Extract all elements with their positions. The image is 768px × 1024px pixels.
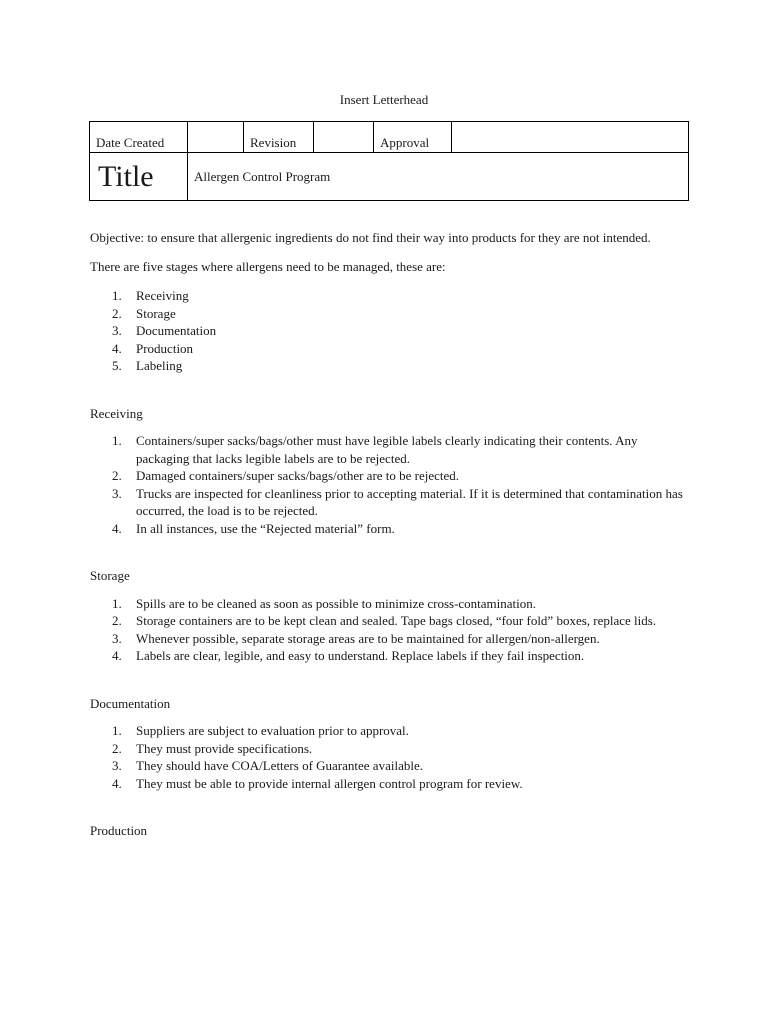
list-item: Trucks are inspected for cleanliness prior to accepting material. If it is determined that contamination has occurred, the load is to be rejected.: [136, 485, 683, 518]
intro-text: There are five stages where allergens need to be managed, these are:: [90, 258, 446, 274]
date-created-label: Date Created: [90, 122, 188, 153]
list-item: Labels are clear, legible, and easy to understand. Replace labels if they fail inspection.: [136, 648, 585, 663]
receiving-list: [90, 432, 690, 537]
list-item: Production: [136, 340, 194, 356]
list-item: In all instances, use the “Rejected material” form.: [136, 520, 395, 536]
revision-value: [314, 122, 374, 153]
list-item: They should have COA/Letters of Guarantee available.: [136, 758, 423, 773]
revision-label: Revision: [244, 122, 314, 153]
header-table: [89, 121, 689, 201]
approval-value: [452, 122, 689, 153]
date-created-value: [188, 122, 244, 153]
list-item: Whenever possible, separate storage areas are to be maintained for allergen/non-allergen.: [136, 630, 600, 646]
section-title-receiving: Receiving: [90, 405, 143, 421]
document-body: [90, 229, 690, 850]
storage-list: [90, 595, 690, 665]
list-item: Receiving: [136, 288, 189, 303]
approval-label: Approval: [374, 122, 452, 153]
section-title-documentation: Documentation: [90, 695, 171, 711]
list-item: Suppliers are subject to evaluation prior to approval.: [136, 723, 409, 738]
section-title-production: Production: [90, 823, 148, 838]
list-item: They must provide specifications.: [136, 740, 313, 756]
title-label: Title: [90, 153, 188, 201]
title-value: Allergen Control Program: [188, 153, 689, 201]
list-item: Documentation: [136, 323, 217, 338]
list-item: They must be able to provide internal allergen control program for review.: [136, 775, 523, 791]
objective-text: Objective: to ensure that allergenic ingredients do not find their way into products for they are not intended.: [90, 230, 651, 245]
list-item: Containers/super sacks/bags/other must have legible labels clearly indicating their contents. Any packaging that lacks legible labels are to be rejected.: [136, 433, 638, 466]
list-item: Labeling: [136, 358, 183, 373]
list-item: Damaged containers/super sacks/bags/other are to be rejected.: [136, 468, 460, 483]
letterhead: Insert Letterhead: [339, 92, 429, 107]
list-item: Storage containers are to be kept clean and sealed. Tape bags closed, “four fold” boxes, replace lids.: [136, 613, 657, 628]
list-item: Storage: [136, 305, 176, 321]
section-title-storage: Storage: [90, 568, 130, 583]
list-item: Spills are to be cleaned as soon as possible to minimize cross-contamination.: [136, 595, 537, 611]
stages-list: [90, 287, 690, 375]
documentation-list: [90, 722, 690, 792]
